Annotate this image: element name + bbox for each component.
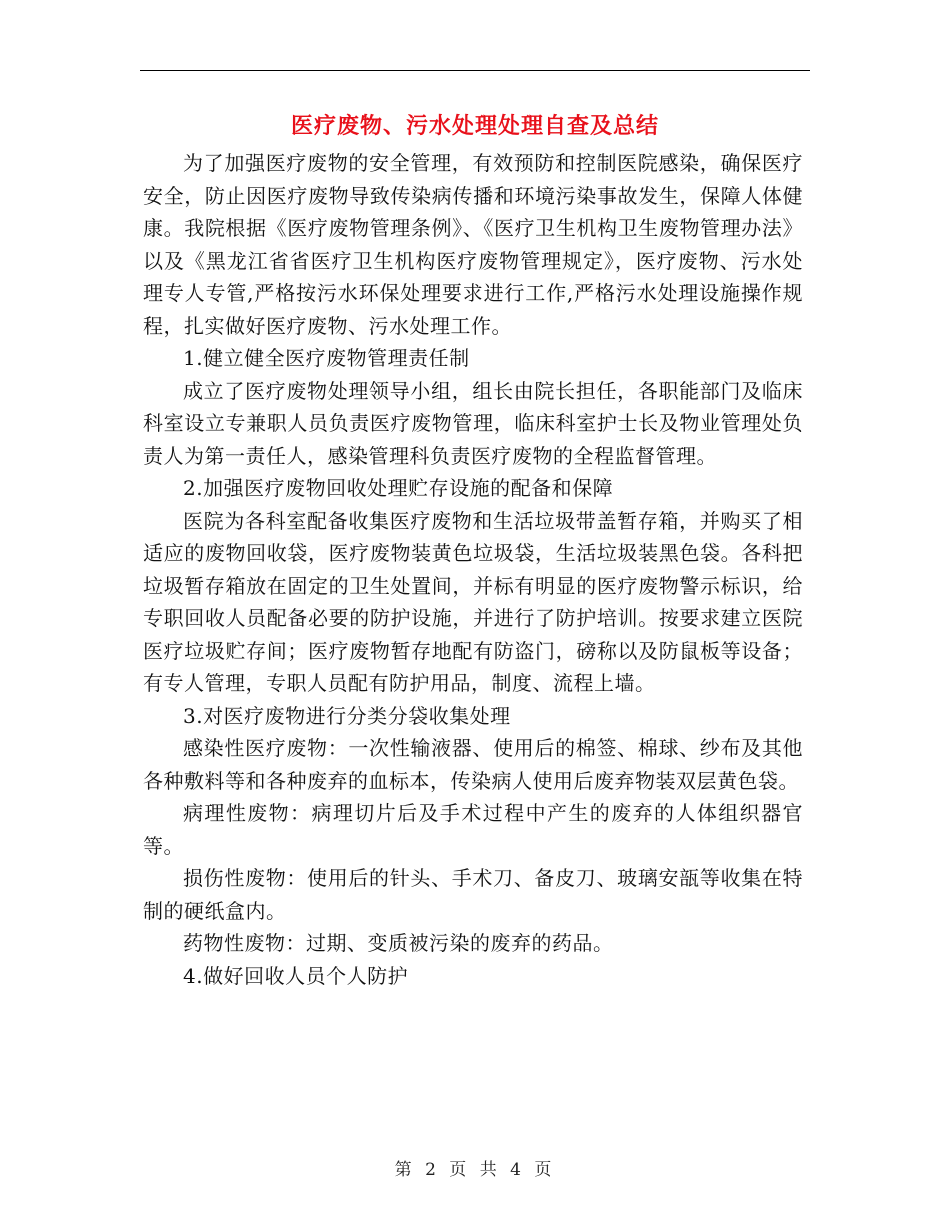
paragraph-responsibility: 成立了医疗废物处理领导小组，组长由院长担任，各职能部门及临床科室设立专兼职人员负责医疗废物管理，临床科室护士长及物业管理处负责人为第一责任人，感染管理科负责医疗废物的全程监督管理。: [143, 378, 803, 468]
paragraph-pathological-waste: 病理性废物：病理切片后及手术过程中产生的废弃的人体组织器官等。: [143, 801, 803, 858]
section-heading-3: 3.对医疗废物进行分类分袋收集处理: [183, 703, 511, 728]
paragraph-pharmaceutical-waste: 药物性废物：过期、变质被污染的废弃的药品。: [183, 931, 614, 955]
section-heading-4: 4.做好回收人员个人防护: [183, 963, 409, 988]
paragraph-sharps-waste: 损伤性废物：使用后的针头、手术刀、备皮刀、玻璃安瓿等收集在特制的硬纸盒内。: [143, 866, 803, 923]
section-heading-2: 2.加强医疗废物回收处理贮存设施的配备和保障: [183, 476, 614, 500]
document-title: 医疗废物、污水处理处理自查及总结: [290, 113, 659, 139]
document-body: [143, 147, 803, 992]
section-heading-1: 1.健立健全医疗废物管理责任制: [183, 346, 470, 370]
header-rule: [140, 70, 810, 71]
page-number: 第 2 页 共 4 页: [394, 1160, 556, 1180]
paragraph-infectious-waste: 感染性医疗废物：一次性输液器、使用后的棉签、棉球、纱布及其他各种敷料等和各种废弃的血标本，传染病人使用后废弃物装双层黄色袋。: [143, 736, 803, 793]
paragraph-facilities: 医院为各科室配备收集医疗废物和生活垃圾带盖暂存箱，并购买了相适应的废物回收袋，医疗废物装黄色垃圾袋，生活垃圾装黑色袋。各科把垃圾暂存箱放在固定的卫生处置间，并标有明显的医疗废物警示标识，给专职回收人员配备必要的防护设施，并进行了防护培训。按要求建立医院医疗垃圾贮存间；医疗废物暂存地配有防盗门，磅称以及防鼠板等设备；有专人管理，专职人员配有防护用品，制度、流程上墙。: [143, 508, 803, 695]
paragraph-intro: 为了加强医疗废物的安全管理，有效预防和控制医院感染，确保医疗安全，防止因医疗废物导致传染病传播和环境污染事故发生，保障人体健康。我院根据《医疗废物管理条例》、《医疗卫生机构卫生废物管理办法》以及《黑龙江省省医疗卫生机构医疗废物管理规定》，医疗废物、污水处理专人专管,严格按污水环保处理要求进行工作,严格污水处理设施操作规程，扎实做好医疗废物、污水处理工作。: [143, 151, 803, 338]
